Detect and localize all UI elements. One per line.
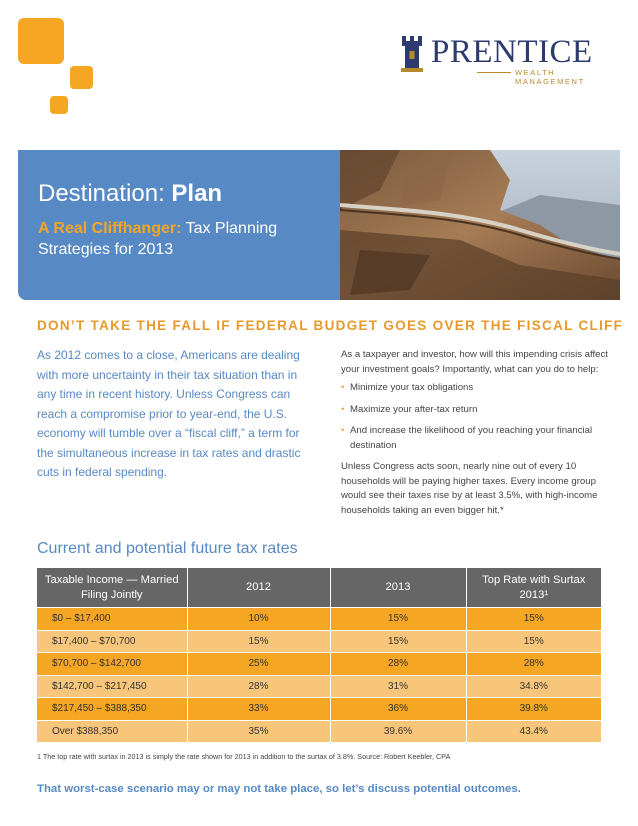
table-row — [37, 653, 601, 676]
banner-title — [38, 180, 222, 208]
top-rate-cell: 28% — [466, 653, 601, 676]
households-paragraph: Unless Congress acts soon, nearly nine out of every 10 households will be paying higher taxes. Every income group would see their taxes rise by at least 3.5%, with high-income households taking an even bigger hit.* — [341, 461, 598, 516]
decor-square-large — [18, 18, 64, 64]
income-range-cell: Over $388,350 — [37, 720, 187, 742]
brand-tagline: WEALTH MANAGEMENT — [515, 68, 585, 86]
banner-subtitle — [38, 218, 328, 260]
hero-banner — [18, 150, 620, 300]
castle-tower-icon — [397, 34, 427, 74]
banner-subtitle-highlight: A Real Cliffhanger: — [38, 220, 182, 237]
income-range-cell: $70,700 – $142,700 — [37, 653, 187, 676]
prentice-logo — [393, 30, 598, 84]
tax-rate-table — [37, 568, 601, 742]
header-taxable-income: Taxable Income — Married Filing Jointly — [37, 568, 187, 608]
rate-2013-cell: 31% — [330, 675, 466, 698]
banner-title-bold: Plan — [171, 180, 223, 207]
right-column — [341, 348, 609, 518]
headline: DON’T TAKE THE FALL IF FEDERAL BUDGET GOES OVER THE FISCAL CLIFF — [37, 318, 624, 333]
help-list — [341, 381, 609, 453]
top-rate-cell: 15% — [466, 608, 601, 631]
table-row — [37, 630, 601, 653]
rate-2012-cell: 33% — [187, 698, 330, 721]
rate-2013-cell: 36% — [330, 698, 466, 721]
top-rate-cell: 43.4% — [466, 720, 601, 742]
banner-text-panel — [18, 150, 340, 300]
rate-2013-cell: 15% — [330, 608, 466, 631]
rate-2013-cell: 39.6% — [330, 720, 466, 742]
list-item: • And increase the likelihood of you reaching your financial destination — [341, 424, 609, 453]
decor-square-medium — [70, 66, 93, 89]
income-range-cell: $0 – $17,400 — [37, 608, 187, 631]
question-paragraph: As a taxpayer and investor, how will this impending crisis affect your investment goals? Importantly, what can you do to help: — [341, 349, 608, 375]
rate-2012-cell: 35% — [187, 720, 330, 742]
income-range-cell: $217,450 – $388,350 — [37, 698, 187, 721]
section-title: Current and potential future tax rates — [37, 540, 298, 557]
header-2012: 2012 — [187, 568, 330, 608]
top-rate-cell: 34.8% — [466, 675, 601, 698]
table-header-row — [37, 568, 601, 608]
table-row — [37, 720, 601, 742]
closing-statement: That worst-case scenario may or may not take place, so let’s discuss potential outcomes. — [37, 783, 521, 795]
table-footnote: 1 The top rate with surtax in 2013 is simply the rate shown for 2013 in addition to the surtax of 3.8%. Source: Robert Keebler, CPA — [37, 752, 451, 761]
intro-paragraph: As 2012 comes to a close, Americans are dealing with more uncertainty in their tax situation than in any time in recent history. Unless Congress can reach a compromise prior to year-end, the U.S. economy will tumble over a “fiscal cliff,” a term for the simultaneous increase in tax rates and drastic cuts in federal spending. — [37, 348, 301, 479]
cliff-road-photo — [340, 150, 620, 300]
rate-2012-cell: 10% — [187, 608, 330, 631]
banner-title-regular: Destination: — [38, 180, 172, 207]
brand-name: PRENTICE — [431, 34, 593, 70]
top-rate-cell: 39.8% — [466, 698, 601, 721]
income-range-cell: $142,700 – $217,450 — [37, 675, 187, 698]
banner-subtitle-rest: Tax Planning Strategies for 2013 — [38, 220, 278, 258]
list-item: • Maximize your after-tax return — [341, 403, 609, 418]
rate-2012-cell: 15% — [187, 630, 330, 653]
logo-rule — [477, 72, 511, 73]
decor-square-small — [50, 96, 68, 114]
header-2013: 2013 — [330, 568, 466, 608]
table-row — [37, 608, 601, 631]
rate-2012-cell: 25% — [187, 653, 330, 676]
rate-2012-cell: 28% — [187, 675, 330, 698]
list-item: • Minimize your tax obligations — [341, 381, 609, 396]
rate-2013-cell: 28% — [330, 653, 466, 676]
table-row — [37, 698, 601, 721]
header-top-rate: Top Rate with Surtax 2013¹ — [466, 568, 601, 608]
income-range-cell: $17,400 – $70,700 — [37, 630, 187, 653]
top-rate-cell: 15% — [466, 630, 601, 653]
rate-2013-cell: 15% — [330, 630, 466, 653]
table-row — [37, 675, 601, 698]
